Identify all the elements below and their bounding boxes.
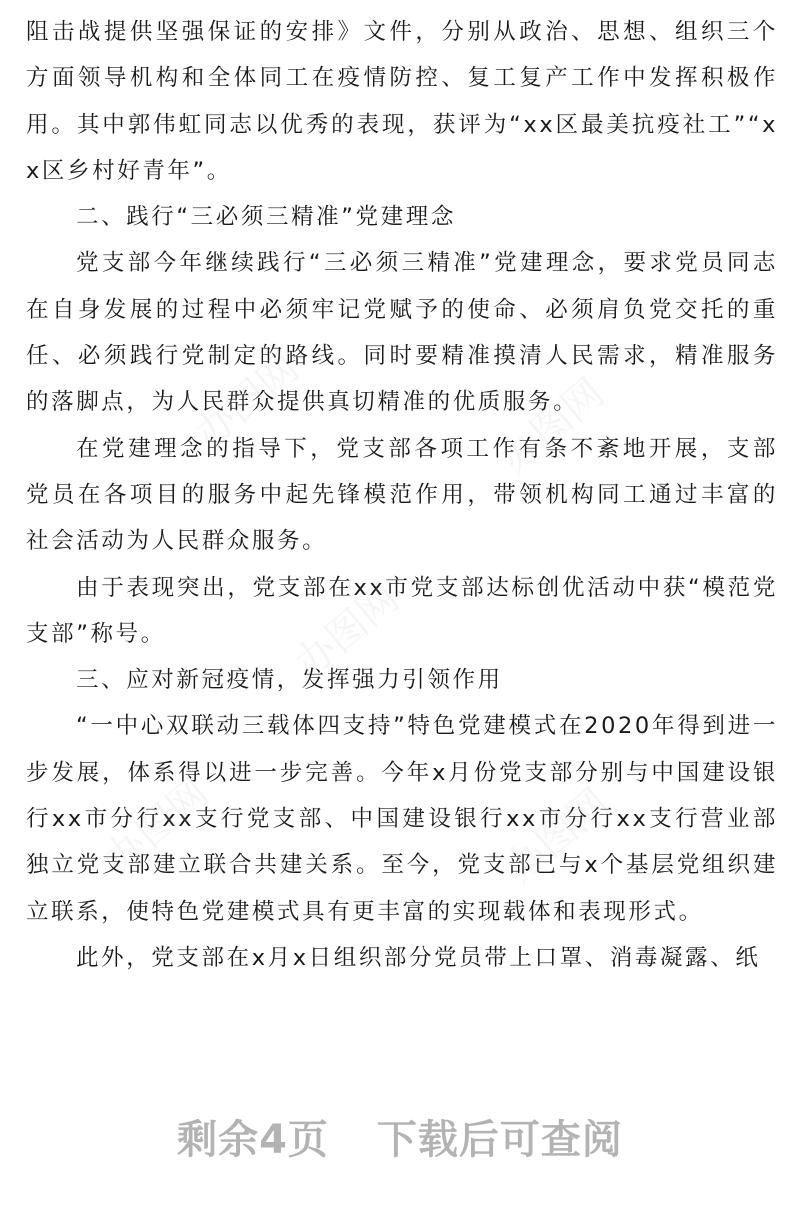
watermark-text: 办图网 bbox=[491, 369, 613, 483]
watermark-text: 办图网 bbox=[286, 574, 408, 688]
paragraph-award: 由于表现突出，党支部在xx市党支部达标创优活动中获“模范党支部”称号。 bbox=[26, 574, 778, 647]
section-heading-3: 三、应对新冠疫情，发挥强力引领作用 bbox=[76, 667, 503, 694]
section-heading-2: 二、践行“三必须三精准”党建理念 bbox=[76, 204, 456, 231]
watermark-text: 办图网 bbox=[96, 769, 218, 883]
paragraph-party-model: “一中心双联动三载体四支持”特色党建模式在2020年得到进一步发展，体系得以进一步完善。今年x月份党支部分别与中国建设银行xx市分行xx支行党支部、中国建设银行xx市分行xx支行营业部独立党支部建立联合共建关系。至今，党支部已与x个基层党组织建立联系，使特色党建模式具有更丰富的实现载体和表现形式。 bbox=[26, 713, 778, 925]
download-prompt-label: 下载后可查阅 bbox=[376, 1117, 623, 1163]
paragraph-guidance: 在党建理念的指导下，党支部各项工作有条不紊地开展，支部党员在各项目的服务中起先锋模范作用，带领机构同工通过丰富的社会活动为人民群众服务。 bbox=[26, 435, 778, 555]
paragraph-additional: 此外，党支部在x月x日组织部分党员带上口罩、消毒凝露、纸 bbox=[76, 944, 761, 971]
paragraph-continuation: 阻击战提供坚强保证的安排》文件，分别从政治、思想、组织三个方面领导机构和全体同工在疫情防控、复工复产工作中发挥积极作用。其中郭伟虹同志以优秀的表现，获评为“xx区最美抗疫社工”“xx区乡村好青年”。 bbox=[26, 19, 778, 184]
paragraph-party-concept: 党支部今年继续践行“三必须三精准”党建理念，要求党员同志在自身发展的过程中必须牢记党赋予的使命、必须肩负党交托的重任、必须践行党制定的路线。同时要精准摸清人民需求，精准服务的落脚点，为人民群众提供真切精准的优质服务。 bbox=[26, 250, 778, 416]
document-body bbox=[26, 9, 778, 981]
watermark-text: 办图网 bbox=[496, 779, 618, 893]
remaining-pages-label: 剩余4页 bbox=[177, 1117, 329, 1163]
watermark-text: 办图网 bbox=[186, 344, 308, 458]
download-banner[interactable] bbox=[0, 1108, 800, 1165]
